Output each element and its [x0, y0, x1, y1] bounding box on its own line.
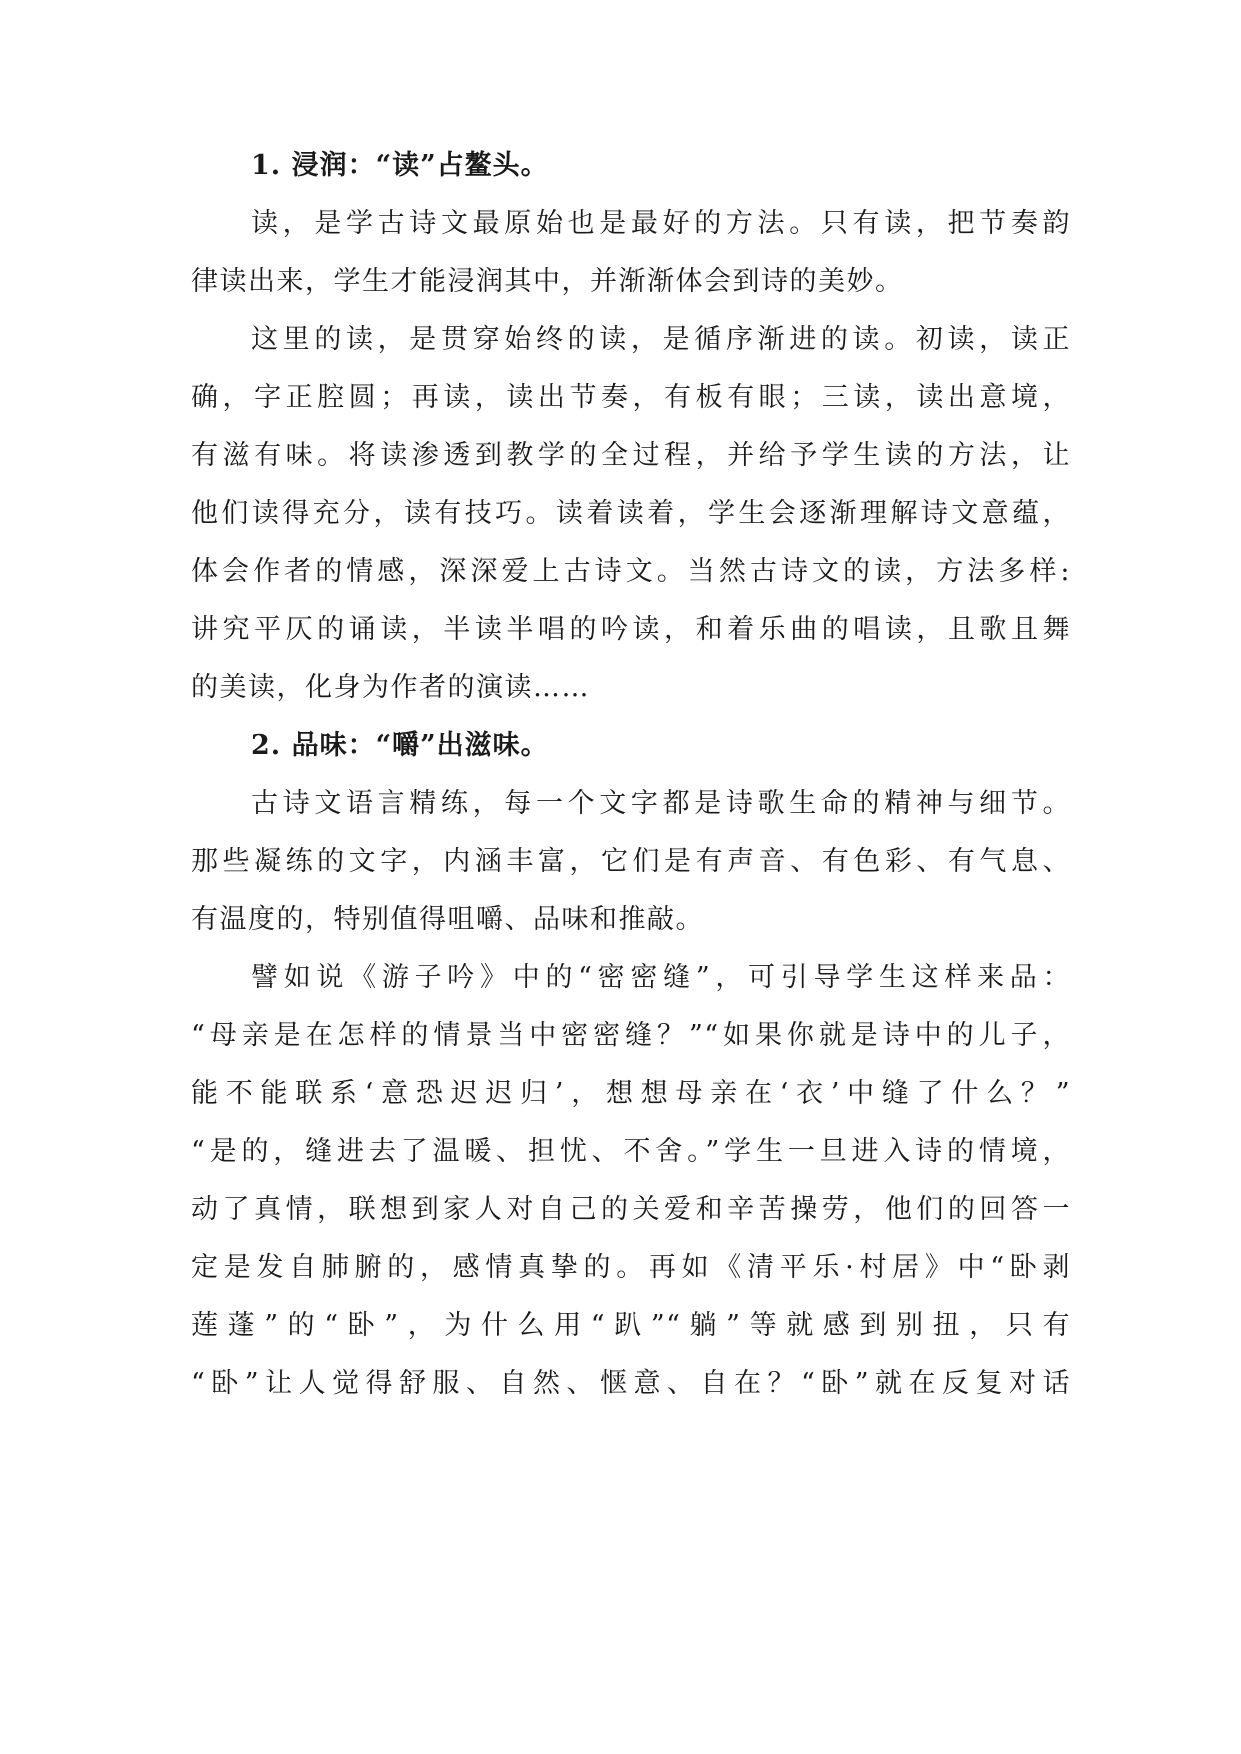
paragraph-line: 他们读得充分，读有技巧。读着读着，学生会逐渐理解诗文意蕴， [191, 498, 1071, 529]
paragraph-line: 读，是学古诗文最原始也是最好的方法。只有读，把节奏韵 [251, 208, 1071, 239]
paragraph-line: 动了真情，联想到家人对自己的关爱和辛苦操劳，他们的回答一 [191, 1194, 1071, 1225]
paragraph-line: 莲蓬”的“卧”，为什么用“趴”“躺”等就感到别扭，只有 [191, 1310, 1071, 1341]
section-heading: 1. 浸润：“读”占鳌头。 [251, 150, 549, 181]
paragraph-line: “母亲是在怎样的情景当中密密缝？”“如果你就是诗中的儿子， [191, 1020, 1071, 1051]
paragraph-line: 有温度的，特别值得咀嚼、品味和推敲。 [191, 904, 704, 935]
paragraph-line: 的美读，化身为作者的演读…… [191, 672, 590, 703]
paragraph-line: 定是发自肺腑的，感情真挚的。再如《清平乐·村居》中“卧剥 [191, 1252, 1071, 1283]
paragraph-line: 讲究平仄的诵读，半读半唱的吟读，和着乐曲的唱读，且歌且舞 [191, 614, 1071, 645]
paragraph-line: 体会作者的情感，深深爱上古诗文。当然古诗文的读，方法多样: [191, 556, 1071, 587]
paragraph-line: “是的，缝进去了温暖、担忧、不舍。”学生一旦进入诗的情境， [191, 1136, 1071, 1167]
paragraph-line: 有滋有味。将读渗透到教学的全过程，并给予学生读的方法，让 [191, 440, 1071, 471]
paragraph-line: “卧”让人觉得舒服、自然、惬意、自在？“卧”就在反复对话 [191, 1368, 1071, 1399]
paragraph-line: 确，字正腔圆；再读，读出节奏，有板有眼；三读，读出意境， [191, 382, 1071, 413]
paragraph-line: 律读出来，学生才能浸润其中，并渐渐体会到诗的美妙。 [191, 266, 904, 297]
paragraph-line: 那些凝练的文字，内涵丰富，它们是有声音、有色彩、有气息、 [191, 846, 1071, 877]
section-heading: 2. 品味：“嚼”出滋味。 [251, 730, 549, 761]
paragraph-line: 这里的读，是贯穿始终的读，是循序渐进的读。初读，读正 [251, 324, 1071, 355]
paragraph-line: 能不能联系‘意恐迟迟归’，想想母亲在‘衣’中缝了什么？” [191, 1078, 1071, 1109]
paragraph-line: 譬如说《游子吟》中的“密密缝”，可引导学生这样来品： [251, 962, 1071, 993]
paragraph-line: 古诗文语言精练，每一个文字都是诗歌生命的精神与细节。 [251, 788, 1071, 819]
